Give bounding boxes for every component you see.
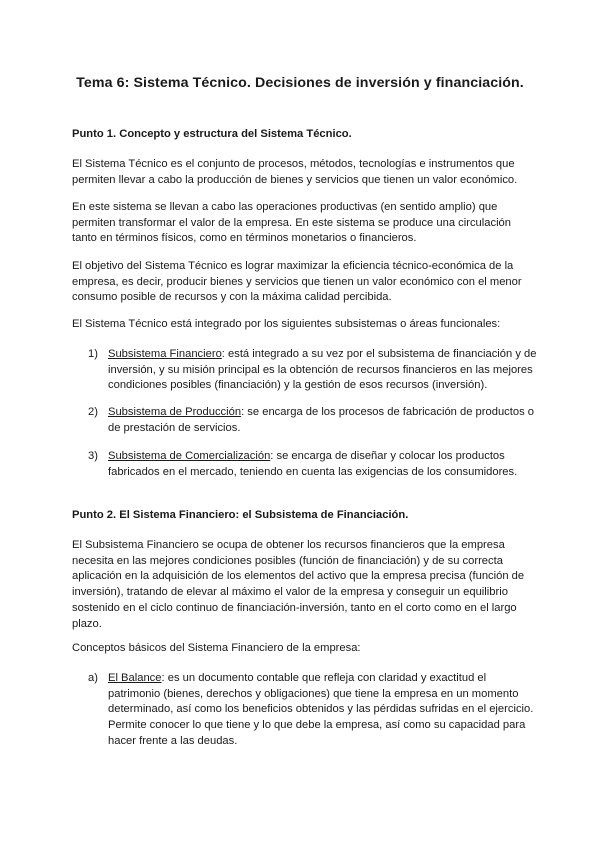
list-item-body — [108, 347, 538, 394]
list-item-text: : se encarga de los procesos de fabricación de productos o de prestación de servicios. — [108, 406, 535, 434]
section-2-paragraph: Conceptos básicos del Sistema Financiero de la empresa: — [72, 642, 361, 654]
list-marker: 3) — [88, 450, 98, 462]
section-1-paragraph: En este sistema se llevan a cabo las operaciones productivas (en sentido amplio) que permiten transformar el valor de la empresa. En este sistema se produce una circulación tanto en términos físicos, como en términos monetarios o financieros. — [72, 201, 512, 245]
concept-list-item — [88, 671, 538, 750]
section-1-paragraph: El objetivo del Sistema Técnico es lograr maximizar la eficiencia técnico-económica de la empresa, es decir, producir bienes y servicios que tienen un valor económico con el menor consumo posible de recursos y con la máxima calidad percibida. — [72, 260, 522, 304]
section-1-paragraph: El Sistema Técnico es el conjunto de procesos, métodos, tecnologías e instrumentos que permiten llevar a cabo la producción de bienes y servicios que tienen un valor económico. — [72, 158, 518, 186]
list-marker: 1) — [88, 348, 98, 360]
list-item-text: : está integrado a su vez por el subsistema de financiación y de inversión, y su misión principal es la obtención de recursos financieros en las mejores condiciones posibles (financiación) y la gestión de esos recursos (inversión). — [108, 348, 537, 392]
list-item-term: El Balance — [108, 672, 162, 684]
list-item-body — [108, 449, 538, 480]
list-item-text: : es un documento contable que refleja con claridad y exactitud el patrimonio (bienes, derechos y obligaciones) que tiene la empresa en un momento determinado, así como los beneficios obtenidos y las pérdidas sufridas en el ejercicio. Permite conocer lo que tiene y lo que debe la empresa, así como su capacidad para hacer frente a las deudas. — [108, 672, 534, 747]
list-item-body — [108, 671, 538, 750]
section-1-heading: Punto 1. Concepto y estructura del Sistema Técnico. — [72, 128, 352, 140]
list-item-term: Subsistema de Producción — [108, 406, 242, 418]
section-1-paragraph: El Sistema Técnico está integrado por los siguientes subsistemas o áreas funcionales: — [72, 318, 501, 330]
list-marker: a) — [88, 672, 98, 684]
page-title: Tema 6: Sistema Técnico. Decisiones de inversión y financiación. — [76, 75, 524, 91]
subsystem-list-item — [88, 347, 538, 394]
list-item-text: : se encarga de diseñar y colocar los productos fabricados en el mercado, teniendo en cuenta las exigencias de los consumidores. — [108, 450, 518, 478]
section-2-heading: Punto 2. El Sistema Financiero: el Subsistema de Financiación. — [72, 509, 409, 521]
list-item-term: Subsistema de Comercialización — [108, 450, 271, 462]
section-2-paragraph: El Subsistema Financiero se ocupa de obtener los recursos financieros que la empresa necesita en las mejores condiciones posibles (función de financiación) y de su correcta aplicación en la adquisición de los elementos del activo que la empresa precisa (función de inversión), tratando de elevar al máximo el valor de la empresa y conseguir un equilibrio sostenido en el ciclo continuo de financiación-inversión, tanto en el corto como en el largo plazo. — [72, 539, 525, 630]
list-marker: 2) — [88, 406, 98, 418]
list-item-body — [108, 405, 538, 436]
list-item-term: Subsistema Financiero — [108, 348, 222, 360]
subsystem-list-item — [88, 405, 538, 436]
subsystem-list-item — [88, 449, 538, 480]
